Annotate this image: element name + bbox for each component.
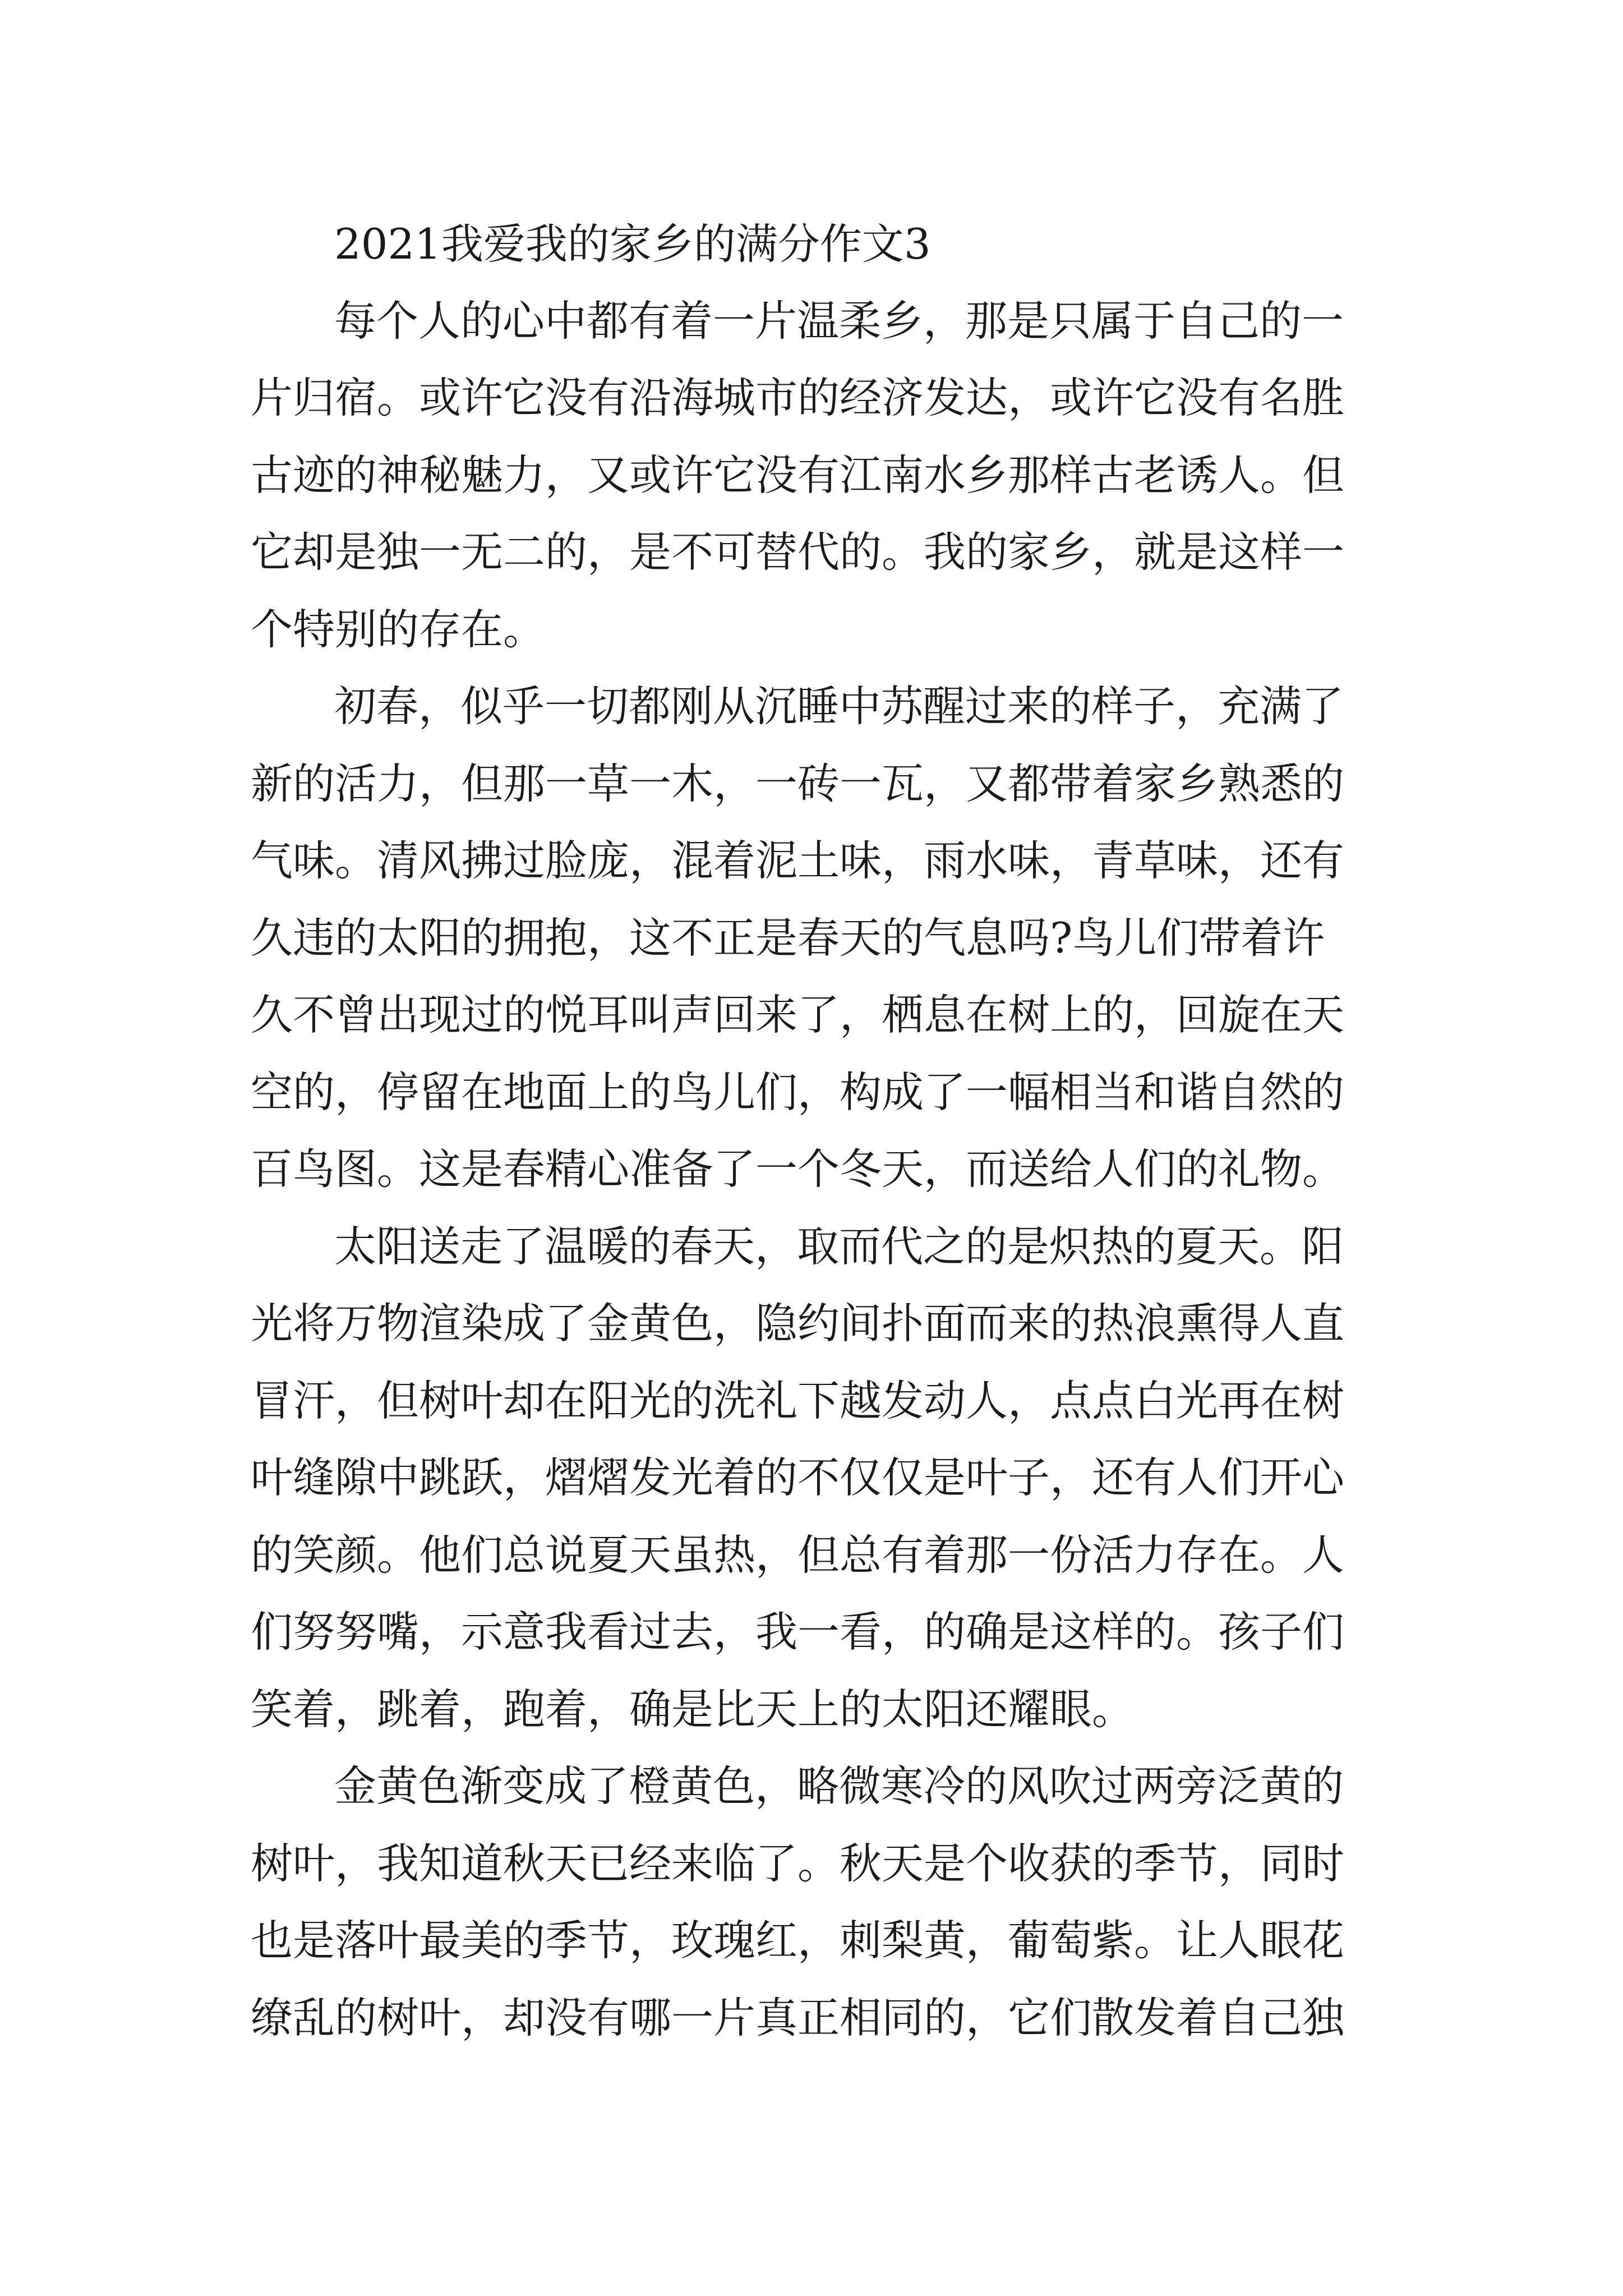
paragraph-line: 光将万物渲染成了金黄色，隐约间扑面而来的热浪熏得人直 xyxy=(251,1299,1345,1348)
paragraph-line: 古迹的神秘魅力，又或许它没有江南水乡那样古老诱人。但 xyxy=(251,450,1345,500)
paragraph-line: 冒汗，但树叶却在阳光的洗礼下越发动人，点点白光再在树 xyxy=(251,1376,1345,1425)
paragraph-line: 叶缝隙中跳跃，熠熠发光着的不仅仅是叶子，还有人们开心 xyxy=(251,1453,1345,1502)
paragraph-line: 空的，停留在地面上的鸟儿们，构成了一幅相当和谐自然的 xyxy=(251,1068,1345,1117)
paragraph-line: 笑着，跳着，跑着，确是比天上的太阳还耀眼。 xyxy=(251,1685,1135,1734)
paragraph-line: 百鸟图。这是春精心准备了一个冬天，而送给人们的礼物。 xyxy=(251,1144,1345,1194)
paragraph-line: 的笑颜。他们总说夏天虽热，但总有着那一份活力存在。人 xyxy=(251,1530,1345,1580)
paragraph-line: 个特别的存在。 xyxy=(251,605,546,654)
paragraph-line: 们努努嘴，示意我看过去，我一看，的确是这样的。孩子们 xyxy=(251,1607,1345,1657)
paragraph-line: 也是落叶最美的季节，玫瑰红，刺梨黄，葡萄紫。让人眼花 xyxy=(251,1916,1345,1965)
paragraph-line: 久不曾出现过的悦耳叫声回来了，栖息在树上的，回旋在天 xyxy=(251,990,1345,1039)
document-title: 2021我爱我的家乡的满分作文3 xyxy=(334,219,931,269)
paragraph-line: 缭乱的树叶，却没有哪一片真正相同的，它们散发着自己独 xyxy=(251,1993,1345,2042)
paragraph-line: 片归宿。或许它没有沿海城市的经济发达，或许它没有名胜 xyxy=(251,373,1345,422)
paragraph-line: 气味。清风拂过脸庞，混着泥土味，雨水味，青草味，还有 xyxy=(251,836,1345,885)
paragraph-line: 金黄色渐变成了橙黄色，略微寒冷的风吹过两旁泛黄的 xyxy=(334,1761,1344,1811)
paragraph-line: 树叶，我知道秋天已经来临了。秋天是个收获的季节，同时 xyxy=(251,1839,1345,1888)
paragraph-line: 新的活力，但那一草一木，一砖一瓦，又都带着家乡熟悉的 xyxy=(251,759,1345,808)
paragraph-line: 太阳送走了温暖的春天，取而代之的是炽热的夏天。阳 xyxy=(334,1222,1344,1271)
paragraph-line: 初春，似乎一切都刚从沉睡中苏醒过来的样子，充满了 xyxy=(334,682,1344,731)
paragraph-line: 每个人的心中都有着一片温柔乡，那是只属于自己的一 xyxy=(334,296,1344,346)
paragraph-line: 久违的太阳的拥抱，这不正是春天的气息吗?鸟儿们带着许 xyxy=(251,913,1325,963)
paragraph-line: 它却是独一无二的，是不可替代的。我的家乡，就是这样一 xyxy=(251,527,1345,577)
